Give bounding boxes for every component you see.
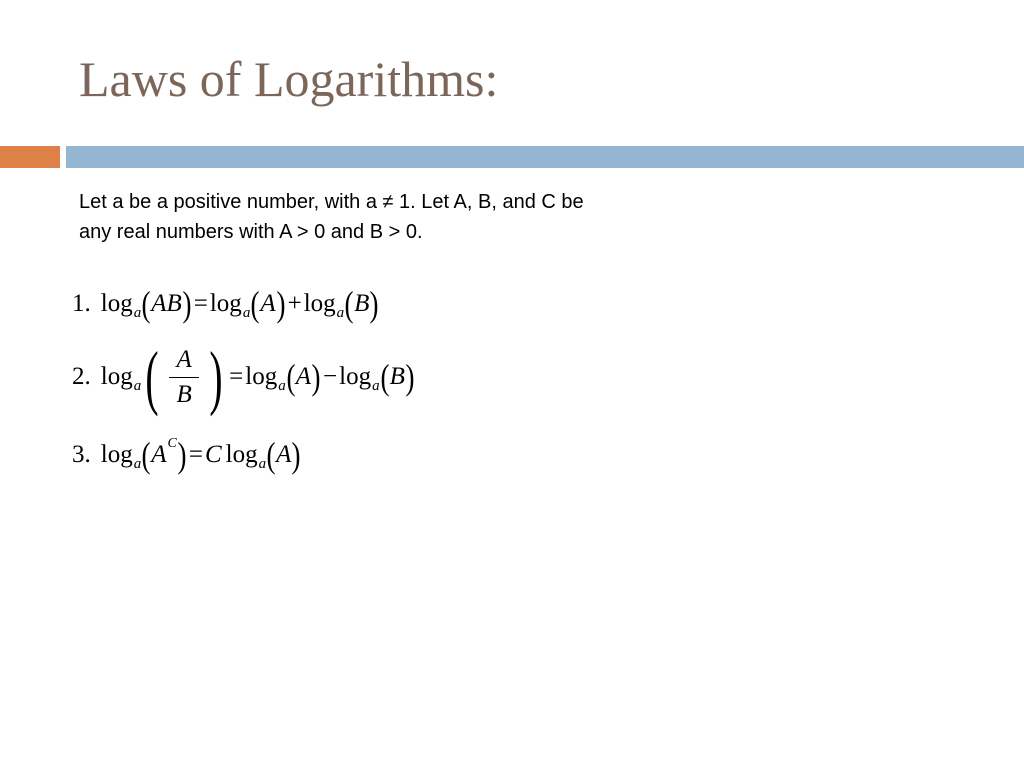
fraction-denominator: B	[176, 380, 192, 408]
intro-line-2: any real numbers with A > 0 and B > 0.	[79, 221, 423, 243]
log-func: log	[100, 441, 133, 468]
right-paren: )	[311, 357, 321, 397]
slide-title: Laws of Logarithms:	[79, 51, 499, 107]
log-base: a	[336, 304, 345, 321]
argument: A	[276, 441, 292, 468]
law-quotient	[72, 337, 415, 417]
right-paren: )	[209, 337, 223, 417]
log-func: log	[209, 290, 242, 317]
equals-sign: =	[188, 441, 203, 468]
law-number: 2.	[72, 363, 91, 390]
right-paren: )	[276, 284, 286, 324]
log-func: log	[225, 441, 258, 468]
log-base: a	[278, 377, 286, 394]
law-number: 1.	[72, 290, 91, 317]
accent-bar-blue	[66, 146, 1024, 168]
minus-sign: −	[323, 363, 338, 390]
log-base: a	[258, 455, 267, 472]
accent-bar-orange	[0, 146, 60, 168]
argument: AB	[151, 290, 182, 317]
fraction	[169, 343, 199, 412]
argument: B	[389, 363, 405, 390]
equals-sign: =	[193, 290, 208, 317]
right-paren: )	[369, 284, 379, 324]
left-paren: (	[286, 357, 296, 397]
log-func: log	[100, 290, 133, 317]
left-paren: (	[250, 284, 260, 324]
log-func: log	[303, 290, 336, 317]
right-paren: )	[405, 357, 415, 397]
plus-sign: +	[287, 290, 302, 317]
argument: A	[151, 441, 167, 468]
right-paren: )	[291, 435, 301, 475]
coefficient: C	[204, 441, 222, 468]
left-paren: (	[141, 435, 151, 475]
left-paren: (	[380, 357, 390, 397]
left-paren: (	[266, 435, 276, 475]
argument: A	[295, 363, 312, 390]
left-paren: (	[344, 284, 354, 324]
equals-sign: =	[229, 363, 244, 390]
log-base: a	[133, 377, 142, 394]
argument: B	[354, 290, 370, 317]
law-product	[72, 282, 379, 326]
log-base: a	[133, 455, 142, 472]
intro-line-1: Let a be a positive number, with a ≠ 1. Let A, B, and C be	[79, 191, 584, 213]
left-paren: (	[145, 337, 159, 417]
intro-text	[79, 187, 779, 247]
log-func: log	[339, 363, 372, 390]
right-paren: )	[182, 284, 192, 324]
log-func: log	[245, 363, 278, 390]
fraction-numerator: A	[176, 345, 192, 373]
argument: A	[260, 290, 276, 317]
law-power	[72, 433, 301, 477]
exponent: C	[167, 436, 177, 451]
log-base: a	[133, 304, 142, 321]
log-base: a	[372, 377, 380, 394]
log-base: a	[242, 304, 251, 321]
log-func: log	[100, 363, 133, 390]
law-number: 3.	[72, 441, 91, 468]
left-paren: (	[141, 284, 151, 324]
right-paren: )	[177, 435, 187, 475]
